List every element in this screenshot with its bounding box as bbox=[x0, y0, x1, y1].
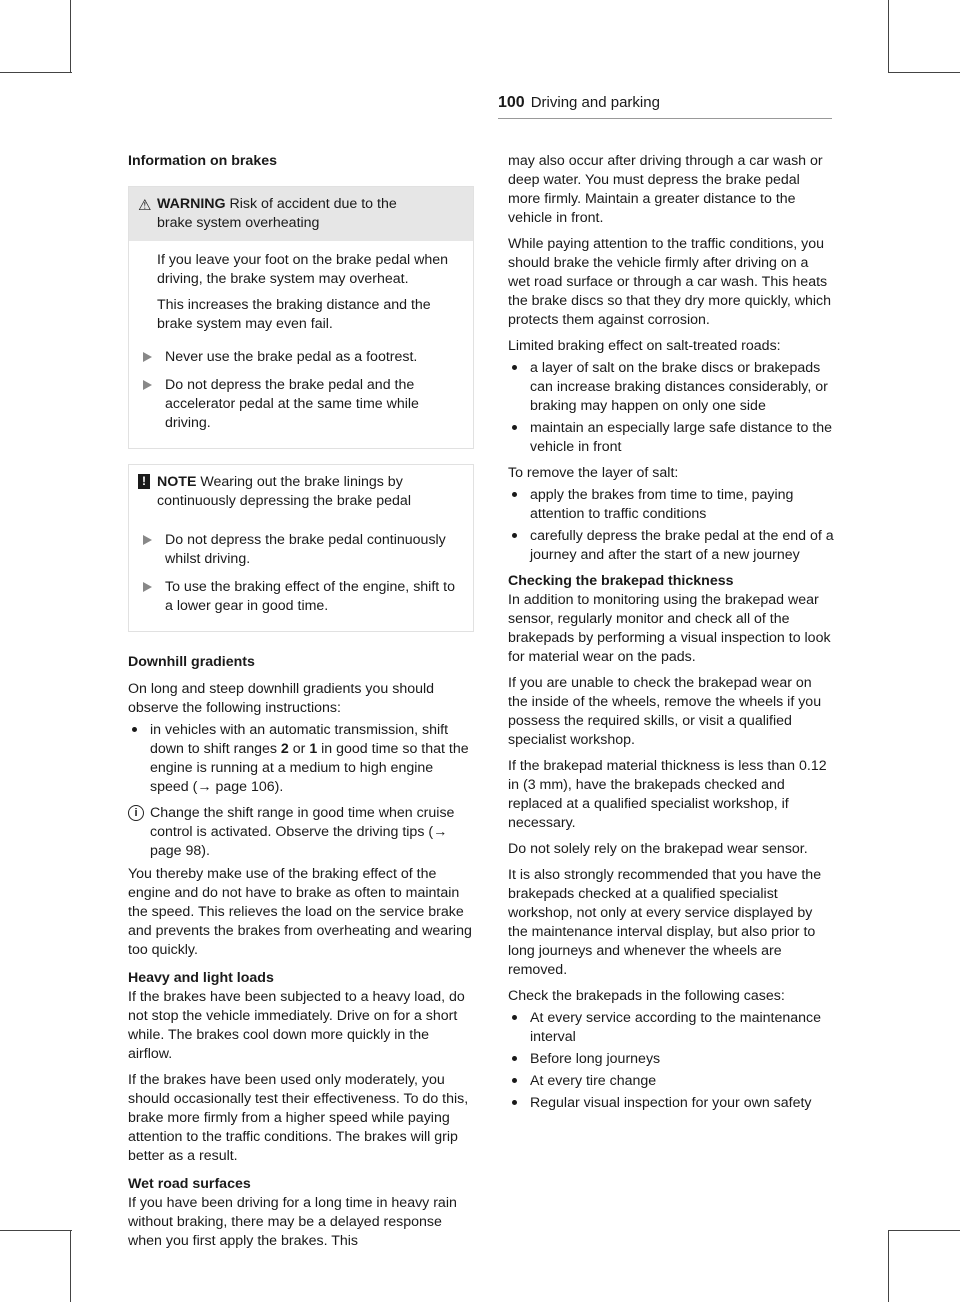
para-traffic: While paying attention to the traffic conditions, you should brake the vehicle firmly after driving on a wet road surface or through a car wash. This heats the brake discs so that they dry more quickly, which protects them against corrosion. bbox=[508, 236, 832, 328]
warning-box bbox=[128, 186, 474, 449]
wet-para: If you have been driving for a long time in heavy rain without braking, there may be a delayed response when you first apply the brakes. This bbox=[128, 1195, 457, 1249]
downhill-list bbox=[128, 721, 474, 797]
left-column bbox=[128, 152, 474, 1258]
thickness-para5: It is also strongly recommended that you have the brakepads checked at a qualified specialist workshop, not only at every service displayed by the maintenance interval display, but also prior to long journeys and whenever the wheels are removed. bbox=[508, 867, 822, 978]
loads-para1: If the brakes have been subjected to a heavy load, do not stop the vehicle immediately. Drive on for a short while. The brakes cool down more quickly in the airflow. bbox=[128, 989, 465, 1062]
thickness-para4: Do not solely rely on the brakepad wear sensor. bbox=[508, 841, 808, 857]
case-bullet-text: Before long journeys bbox=[530, 1051, 661, 1067]
right-column bbox=[508, 152, 834, 1120]
downhill-para: You thereby make use of the braking effect of the engine and do not have to brake as often to maintain the speed. This relieves the load on the service brake and prevents the brakes from overheating and wearing too quickly. bbox=[128, 866, 472, 958]
bullet-icon bbox=[512, 492, 517, 497]
warning-step bbox=[139, 348, 463, 367]
case-bullet-text: At every tire change bbox=[530, 1073, 657, 1089]
bullet-icon bbox=[512, 1078, 517, 1083]
gear-1: 1 bbox=[309, 741, 318, 757]
bullet-icon bbox=[512, 533, 517, 538]
thickness-para1: In addition to monitoring using the brakepad wear sensor, regularly monitor and check all of the brakepads by performing a visual inspection to look for material wear on the pads. bbox=[508, 592, 831, 665]
warning-header bbox=[129, 187, 473, 241]
cases-intro: Check the brakepads in the following cases: bbox=[508, 988, 785, 1004]
heading-wet: Wet road surfaces bbox=[128, 1176, 251, 1192]
list-item bbox=[508, 1050, 834, 1069]
note-label: NOTE bbox=[157, 474, 197, 490]
arrow-right-icon bbox=[143, 380, 152, 390]
crop-mark bbox=[0, 1230, 72, 1231]
heading-downhill: Downhill gradients bbox=[128, 654, 255, 670]
case-bullet-text: Regular visual inspection for your own safety bbox=[530, 1095, 812, 1111]
note-title-line1: Wearing out the brake linings by bbox=[200, 474, 403, 490]
list-item bbox=[508, 1072, 834, 1091]
note-box bbox=[128, 464, 474, 632]
salt-intro: Limited braking effect on salt-treated roads: bbox=[508, 338, 781, 354]
warning-title-line1: Risk of accident due to the bbox=[229, 196, 397, 212]
warning-title-line2: brake system overheating bbox=[157, 215, 320, 231]
salt-bullet-text: a layer of salt on the brake discs or brakepads can increase braking distances considerably, or braking may happen on only one side bbox=[530, 360, 828, 414]
note-step bbox=[139, 531, 463, 569]
exclamation-icon: ! bbox=[138, 474, 150, 489]
list-item bbox=[508, 1009, 834, 1047]
downhill-intro: On long and steep downhill gradients you should observe the following instructions: bbox=[128, 681, 435, 716]
gear-or: or bbox=[288, 741, 310, 757]
heading-thickness: Checking the brakepad thickness bbox=[508, 573, 734, 589]
bullet-icon bbox=[512, 365, 517, 370]
page-header bbox=[498, 93, 832, 117]
para-continued: may also occur after driving through a car wash or deep water. You must depress the brake pedal more firmly. Maintain a greater distance to the vehicle in front. bbox=[508, 153, 823, 226]
downhill-bullet-a: in vehicles with an automatic transmission, shift down to shift ranges bbox=[150, 722, 449, 757]
chapter-title: Driving and parking bbox=[530, 94, 660, 111]
arrow-right-icon bbox=[143, 582, 152, 592]
crop-mark bbox=[0, 72, 72, 73]
heading-loads: Heavy and light loads bbox=[128, 970, 274, 986]
list-item bbox=[508, 527, 834, 565]
note-step1-text: Do not depress the brake pedal continuously whilst driving. bbox=[165, 532, 446, 567]
info-note bbox=[128, 804, 474, 861]
note-body bbox=[129, 519, 473, 631]
loads-para2: If the brakes have been used only moderately, you should occasionally test their effectiveness. To do this, brake more firmly from a higher speed while paying attention to the traffic conditions. The brakes will grip better as a result. bbox=[128, 1072, 469, 1164]
bullet-icon bbox=[512, 1015, 517, 1020]
header-divider bbox=[498, 118, 832, 119]
list-item bbox=[508, 1094, 834, 1113]
note-step bbox=[139, 578, 463, 616]
case-bullet-text: At every service according to the maintenance interval bbox=[530, 1010, 821, 1045]
warning-step2-text: Do not depress the brake pedal and the accelerator pedal at the same time while driving. bbox=[165, 377, 419, 431]
crop-mark bbox=[888, 1230, 889, 1302]
note-step2-text: To use the braking effect of the engine, shift to a lower gear in good time. bbox=[165, 579, 455, 614]
warning-label: WARNING bbox=[157, 196, 226, 212]
gear-2: 2 bbox=[280, 741, 289, 757]
downhill-bullet-b: in good time so that the engine is running at a medium to high engine speed (→ page 106). bbox=[150, 741, 469, 795]
list-item bbox=[508, 486, 834, 524]
salt-list bbox=[508, 359, 834, 457]
warning-para1: If you leave your foot on the brake pedal when driving, the brake system may overheat. bbox=[157, 252, 449, 287]
bullet-icon bbox=[512, 1056, 517, 1061]
remove-bullet-text: carefully depress the brake pedal at the end of a journey and after the start of a new journey bbox=[530, 528, 834, 563]
warning-step1-text: Never use the brake pedal as a footrest. bbox=[165, 349, 418, 365]
thickness-para2: If you are unable to check the brakepad wear on the inside of the wheels, remove the wheels if you possess the required skills, or visit a qualified specialist workshop. bbox=[508, 675, 822, 748]
note-header bbox=[129, 465, 473, 519]
heading-brakes: Information on brakes bbox=[128, 153, 277, 169]
list-item bbox=[508, 419, 834, 457]
info-icon: i bbox=[128, 805, 144, 821]
arrow-right-icon bbox=[143, 535, 152, 545]
bullet-icon bbox=[512, 425, 517, 430]
warning-triangle-icon: ⚠ bbox=[138, 197, 152, 214]
warning-para2: This increases the braking distance and the brake system may even fail. bbox=[157, 297, 431, 332]
page-number: 100 bbox=[498, 94, 525, 111]
bullet-icon bbox=[512, 1100, 517, 1105]
crop-mark bbox=[888, 72, 960, 73]
warning-step bbox=[139, 376, 463, 433]
remove-intro: To remove the layer of salt: bbox=[508, 465, 679, 481]
list-item bbox=[128, 721, 474, 797]
remove-list bbox=[508, 486, 834, 565]
warning-body bbox=[129, 241, 473, 448]
salt-bullet-text: maintain an especially large safe distance to the vehicle in front bbox=[530, 420, 833, 455]
crop-mark bbox=[888, 1230, 960, 1231]
crop-mark bbox=[70, 1230, 71, 1302]
remove-bullet-text: apply the brakes from time to time, paying attention to traffic conditions bbox=[530, 487, 794, 522]
info-text: Change the shift range in good time when cruise control is activated. Observe the driving tips (→ page 98). bbox=[150, 805, 455, 859]
note-title-line2: continuously depressing the brake pedal bbox=[157, 493, 411, 509]
cases-list bbox=[508, 1009, 834, 1113]
arrow-right-icon bbox=[143, 352, 152, 362]
bullet-icon bbox=[132, 727, 137, 732]
crop-mark bbox=[888, 0, 889, 72]
thickness-para3: If the brakepad material thickness is less than 0.12 in (3 mm), have the brakepads checked and replaced at a qualified specialist workshop, if necessary. bbox=[508, 758, 827, 831]
list-item bbox=[508, 359, 834, 416]
crop-mark bbox=[70, 0, 71, 72]
